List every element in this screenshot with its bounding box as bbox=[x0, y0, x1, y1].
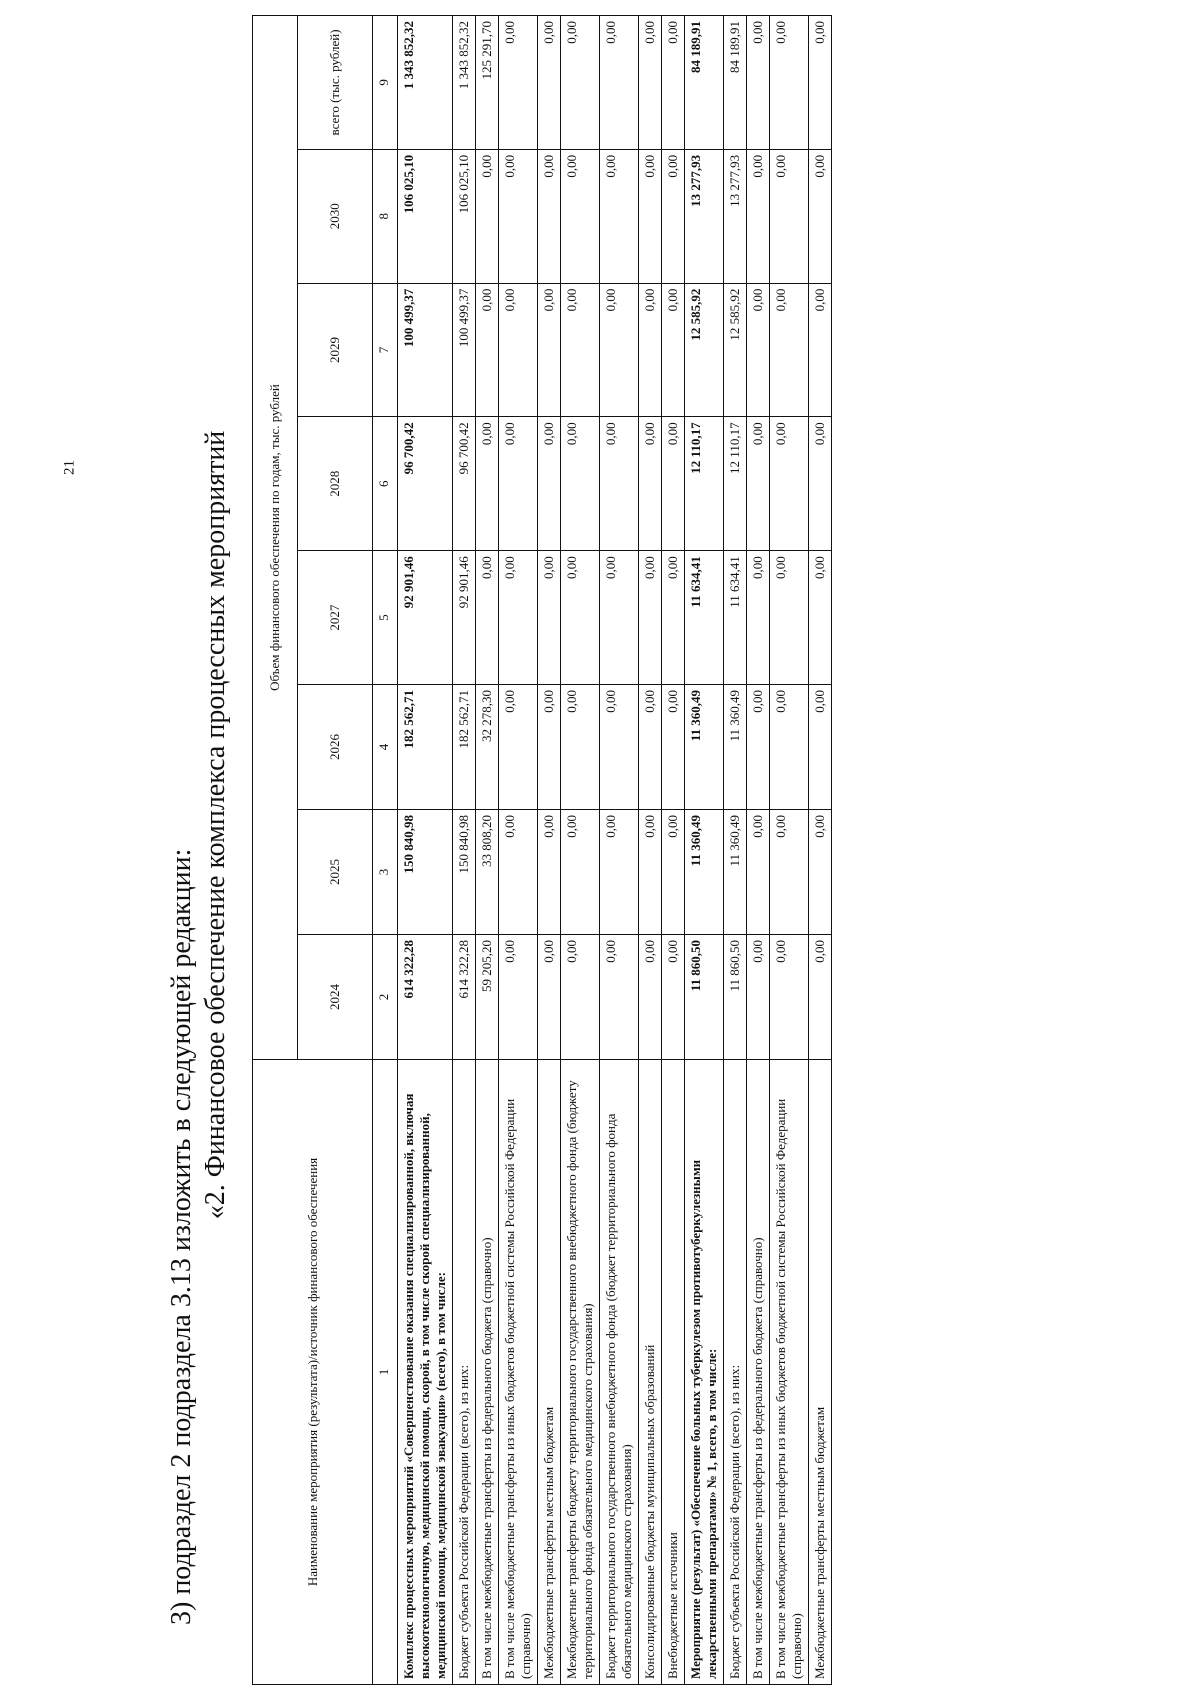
table-row bbox=[476, 16, 499, 1685]
total-value-cell: 1 343 852,32 bbox=[398, 16, 453, 150]
year-value-cell: 0,00 bbox=[476, 149, 499, 283]
year-value-cell: 11 860,50 bbox=[724, 934, 747, 1059]
total-header: всего (тыс. рублей) bbox=[298, 16, 373, 150]
year-value-cell: 0,00 bbox=[809, 551, 832, 685]
year-value-cell: 0,00 bbox=[561, 283, 600, 417]
row-name-cell: Бюджет субъекта Российской Федерации (всего), из них: bbox=[724, 1059, 747, 1684]
row-name-cell: Межбюджетные трансферты бюджету территориального государственного внебюджетного фонда (бюджету территориального фонда обязательного медицинского страхования) bbox=[561, 1059, 600, 1684]
financing-table bbox=[252, 15, 832, 1685]
year-value-cell: 32 278,30 bbox=[476, 684, 499, 809]
year-value-cell: 0,00 bbox=[600, 417, 639, 551]
row-name-cell: Комплекс процессных мероприятий «Совершенствование оказания специализированной, включая высокотехнологичную, медицинской помощи, скорой, в том числе скорой специализированной, медицинской помощи, медицинской эвакуации» (всего), в том числе: bbox=[398, 1059, 453, 1684]
year-value-cell: 0,00 bbox=[662, 684, 685, 809]
column-number: 7 bbox=[373, 283, 398, 417]
year-value-cell: 11 634,41 bbox=[724, 551, 747, 685]
total-value-cell: 0,00 bbox=[499, 16, 538, 150]
name-column-header: Наименование мероприятия (результата)/источник финансового обеспечения bbox=[253, 1059, 373, 1684]
year-header: 2027 bbox=[298, 551, 373, 685]
year-value-cell: 11 360,49 bbox=[724, 684, 747, 809]
column-number: 9 bbox=[373, 16, 398, 150]
year-value-cell: 150 840,98 bbox=[398, 809, 453, 934]
year-value-cell: 12 585,92 bbox=[685, 283, 724, 417]
year-value-cell: 13 277,93 bbox=[685, 149, 724, 283]
year-value-cell: 96 700,42 bbox=[398, 417, 453, 551]
year-value-cell: 11 360,49 bbox=[724, 809, 747, 934]
year-value-cell: 0,00 bbox=[499, 934, 538, 1059]
year-value-cell: 0,00 bbox=[538, 809, 561, 934]
row-name-cell: Межбюджетные трансферты местным бюджетам bbox=[809, 1059, 832, 1684]
table-row bbox=[685, 16, 724, 1685]
year-value-cell: 59 205,20 bbox=[476, 934, 499, 1059]
year-value-cell: 0,00 bbox=[662, 283, 685, 417]
row-name-cell: Бюджет субъекта Российской Федерации (всего), из них: bbox=[453, 1059, 476, 1684]
row-name-cell: Мероприятие (результат) «Обеспечение больных туберкулезом противотуберкулезными лекарственными препаратами» № 1, всего, в том числе: bbox=[685, 1059, 724, 1684]
rotated-page-content bbox=[0, 5, 1010, 1695]
table-row bbox=[538, 16, 561, 1685]
total-value-cell: 0,00 bbox=[747, 16, 770, 150]
year-value-cell: 0,00 bbox=[561, 149, 600, 283]
year-value-cell: 106 025,10 bbox=[453, 149, 476, 283]
year-value-cell: 0,00 bbox=[639, 934, 662, 1059]
year-header: 2029 bbox=[298, 283, 373, 417]
row-name-cell: В том числе межбюджетные трансферты из иных бюджетов бюджетной системы Российской Федерации (справочно) bbox=[499, 1059, 538, 1684]
year-value-cell: 0,00 bbox=[538, 934, 561, 1059]
year-value-cell: 0,00 bbox=[770, 809, 809, 934]
year-value-cell: 92 901,46 bbox=[453, 551, 476, 685]
year-value-cell: 0,00 bbox=[538, 417, 561, 551]
total-value-cell: 0,00 bbox=[600, 16, 639, 150]
volume-group-header: Объем финансового обеспечения по годам, тыс. рублей bbox=[253, 16, 298, 1060]
row-name-cell: Внебюджетные источники bbox=[662, 1059, 685, 1684]
total-value-cell: 0,00 bbox=[561, 16, 600, 150]
year-value-cell: 100 499,37 bbox=[453, 283, 476, 417]
table-row bbox=[662, 16, 685, 1685]
row-name-cell: Бюджет территориального государственного внебюджетного фонда (бюджет территориального фонда обязательного медицинского страхования) bbox=[600, 1059, 639, 1684]
year-value-cell: 0,00 bbox=[809, 809, 832, 934]
year-value-cell: 11 360,49 bbox=[685, 684, 724, 809]
year-value-cell: 0,00 bbox=[809, 684, 832, 809]
year-value-cell: 0,00 bbox=[770, 149, 809, 283]
year-value-cell: 0,00 bbox=[809, 149, 832, 283]
year-value-cell: 0,00 bbox=[600, 149, 639, 283]
year-value-cell: 11 360,49 bbox=[685, 809, 724, 934]
year-value-cell: 0,00 bbox=[476, 417, 499, 551]
year-value-cell: 0,00 bbox=[770, 934, 809, 1059]
year-value-cell: 0,00 bbox=[499, 417, 538, 551]
year-value-cell: 0,00 bbox=[662, 934, 685, 1059]
table-row bbox=[809, 16, 832, 1685]
table-row bbox=[770, 16, 809, 1685]
year-value-cell: 11 634,41 bbox=[685, 551, 724, 685]
year-value-cell: 182 562,71 bbox=[453, 684, 476, 809]
year-value-cell: 0,00 bbox=[561, 809, 600, 934]
year-value-cell: 0,00 bbox=[600, 684, 639, 809]
year-header: 2024 bbox=[298, 934, 373, 1059]
total-value-cell: 0,00 bbox=[809, 16, 832, 150]
year-value-cell: 0,00 bbox=[662, 417, 685, 551]
year-value-cell: 0,00 bbox=[600, 551, 639, 685]
year-value-cell: 0,00 bbox=[639, 684, 662, 809]
table-row bbox=[639, 16, 662, 1685]
year-value-cell: 12 110,17 bbox=[685, 417, 724, 551]
year-value-cell: 0,00 bbox=[538, 149, 561, 283]
year-value-cell: 0,00 bbox=[499, 684, 538, 809]
page-number: 21 bbox=[61, 460, 78, 475]
table-row bbox=[561, 16, 600, 1685]
table-row bbox=[747, 16, 770, 1685]
year-header: 2025 bbox=[298, 809, 373, 934]
year-value-cell: 13 277,93 bbox=[724, 149, 747, 283]
year-value-cell: 106 025,10 bbox=[398, 149, 453, 283]
year-value-cell: 100 499,37 bbox=[398, 283, 453, 417]
year-value-cell: 0,00 bbox=[639, 283, 662, 417]
year-value-cell: 96 700,42 bbox=[453, 417, 476, 551]
total-value-cell: 0,00 bbox=[639, 16, 662, 150]
header-row-group bbox=[253, 16, 298, 1685]
year-value-cell: 0,00 bbox=[747, 149, 770, 283]
year-value-cell: 614 322,28 bbox=[398, 934, 453, 1059]
year-value-cell: 0,00 bbox=[538, 283, 561, 417]
year-value-cell: 0,00 bbox=[639, 417, 662, 551]
row-name-cell: В том числе межбюджетные трансферты из федерального бюджета (справочно) bbox=[747, 1059, 770, 1684]
year-value-cell: 0,00 bbox=[499, 551, 538, 685]
year-value-cell: 0,00 bbox=[639, 149, 662, 283]
year-header: 2030 bbox=[298, 149, 373, 283]
year-value-cell: 0,00 bbox=[639, 809, 662, 934]
table-title: «2. Финансовое обеспечение комплекса процессных мероприятий bbox=[200, 430, 231, 1220]
year-value-cell: 0,00 bbox=[747, 551, 770, 685]
year-value-cell: 0,00 bbox=[747, 809, 770, 934]
year-value-cell: 0,00 bbox=[639, 551, 662, 685]
year-value-cell: 0,00 bbox=[747, 934, 770, 1059]
year-value-cell: 0,00 bbox=[600, 283, 639, 417]
column-number: 2 bbox=[373, 934, 398, 1059]
year-value-cell: 0,00 bbox=[476, 551, 499, 685]
total-value-cell: 0,00 bbox=[662, 16, 685, 150]
section-heading: 3) подраздел 2 подраздела 3.13 изложить в следующей редакции: bbox=[166, 848, 197, 1625]
total-value-cell: 84 189,91 bbox=[724, 16, 747, 150]
year-value-cell: 0,00 bbox=[499, 149, 538, 283]
year-value-cell: 0,00 bbox=[561, 934, 600, 1059]
year-value-cell: 0,00 bbox=[747, 417, 770, 551]
year-value-cell: 0,00 bbox=[770, 417, 809, 551]
table-row bbox=[499, 16, 538, 1685]
year-value-cell: 0,00 bbox=[476, 283, 499, 417]
column-number: 3 bbox=[373, 809, 398, 934]
year-value-cell: 11 860,50 bbox=[685, 934, 724, 1059]
year-value-cell: 0,00 bbox=[770, 684, 809, 809]
total-value-cell: 84 189,91 bbox=[685, 16, 724, 150]
year-value-cell: 0,00 bbox=[499, 809, 538, 934]
table-row bbox=[398, 16, 453, 1685]
column-number: 4 bbox=[373, 684, 398, 809]
column-number: 1 bbox=[373, 1059, 398, 1684]
year-value-cell: 0,00 bbox=[561, 417, 600, 551]
table-row bbox=[453, 16, 476, 1685]
year-value-cell: 0,00 bbox=[809, 417, 832, 551]
year-header: 2026 bbox=[298, 684, 373, 809]
year-value-cell: 0,00 bbox=[770, 283, 809, 417]
year-value-cell: 0,00 bbox=[538, 684, 561, 809]
year-value-cell: 0,00 bbox=[561, 551, 600, 685]
column-number-row bbox=[373, 16, 398, 1685]
total-value-cell: 125 291,70 bbox=[476, 16, 499, 150]
total-value-cell: 0,00 bbox=[770, 16, 809, 150]
total-value-cell: 1 343 852,32 bbox=[453, 16, 476, 150]
year-value-cell: 12 585,92 bbox=[724, 283, 747, 417]
year-value-cell: 33 808,20 bbox=[476, 809, 499, 934]
row-name-cell: В том числе межбюджетные трансферты из иных бюджетов бюджетной системы Российской Федерации (справочно) bbox=[770, 1059, 809, 1684]
year-header: 2028 bbox=[298, 417, 373, 551]
row-name-cell: В том числе межбюджетные трансферты из федерального бюджета (справочно) bbox=[476, 1059, 499, 1684]
year-value-cell: 0,00 bbox=[662, 809, 685, 934]
year-value-cell: 0,00 bbox=[600, 809, 639, 934]
year-value-cell: 0,00 bbox=[747, 283, 770, 417]
year-value-cell: 150 840,98 bbox=[453, 809, 476, 934]
year-value-cell: 614 322,28 bbox=[453, 934, 476, 1059]
year-value-cell: 0,00 bbox=[747, 684, 770, 809]
year-value-cell: 92 901,46 bbox=[398, 551, 453, 685]
year-value-cell: 12 110,17 bbox=[724, 417, 747, 551]
year-value-cell: 0,00 bbox=[600, 934, 639, 1059]
year-value-cell: 0,00 bbox=[770, 551, 809, 685]
total-value-cell: 0,00 bbox=[538, 16, 561, 150]
year-value-cell: 0,00 bbox=[809, 934, 832, 1059]
year-value-cell: 0,00 bbox=[809, 283, 832, 417]
table-row bbox=[600, 16, 639, 1685]
column-number: 5 bbox=[373, 551, 398, 685]
table-row bbox=[724, 16, 747, 1685]
year-value-cell: 0,00 bbox=[561, 684, 600, 809]
year-value-cell: 0,00 bbox=[499, 283, 538, 417]
year-value-cell: 0,00 bbox=[538, 551, 561, 685]
column-number: 8 bbox=[373, 149, 398, 283]
column-number: 6 bbox=[373, 417, 398, 551]
year-value-cell: 0,00 bbox=[662, 149, 685, 283]
year-value-cell: 182 562,71 bbox=[398, 684, 453, 809]
year-value-cell: 0,00 bbox=[662, 551, 685, 685]
row-name-cell: Консолидированные бюджеты муниципальных образований bbox=[639, 1059, 662, 1684]
row-name-cell: Межбюджетные трансферты местным бюджетам bbox=[538, 1059, 561, 1684]
